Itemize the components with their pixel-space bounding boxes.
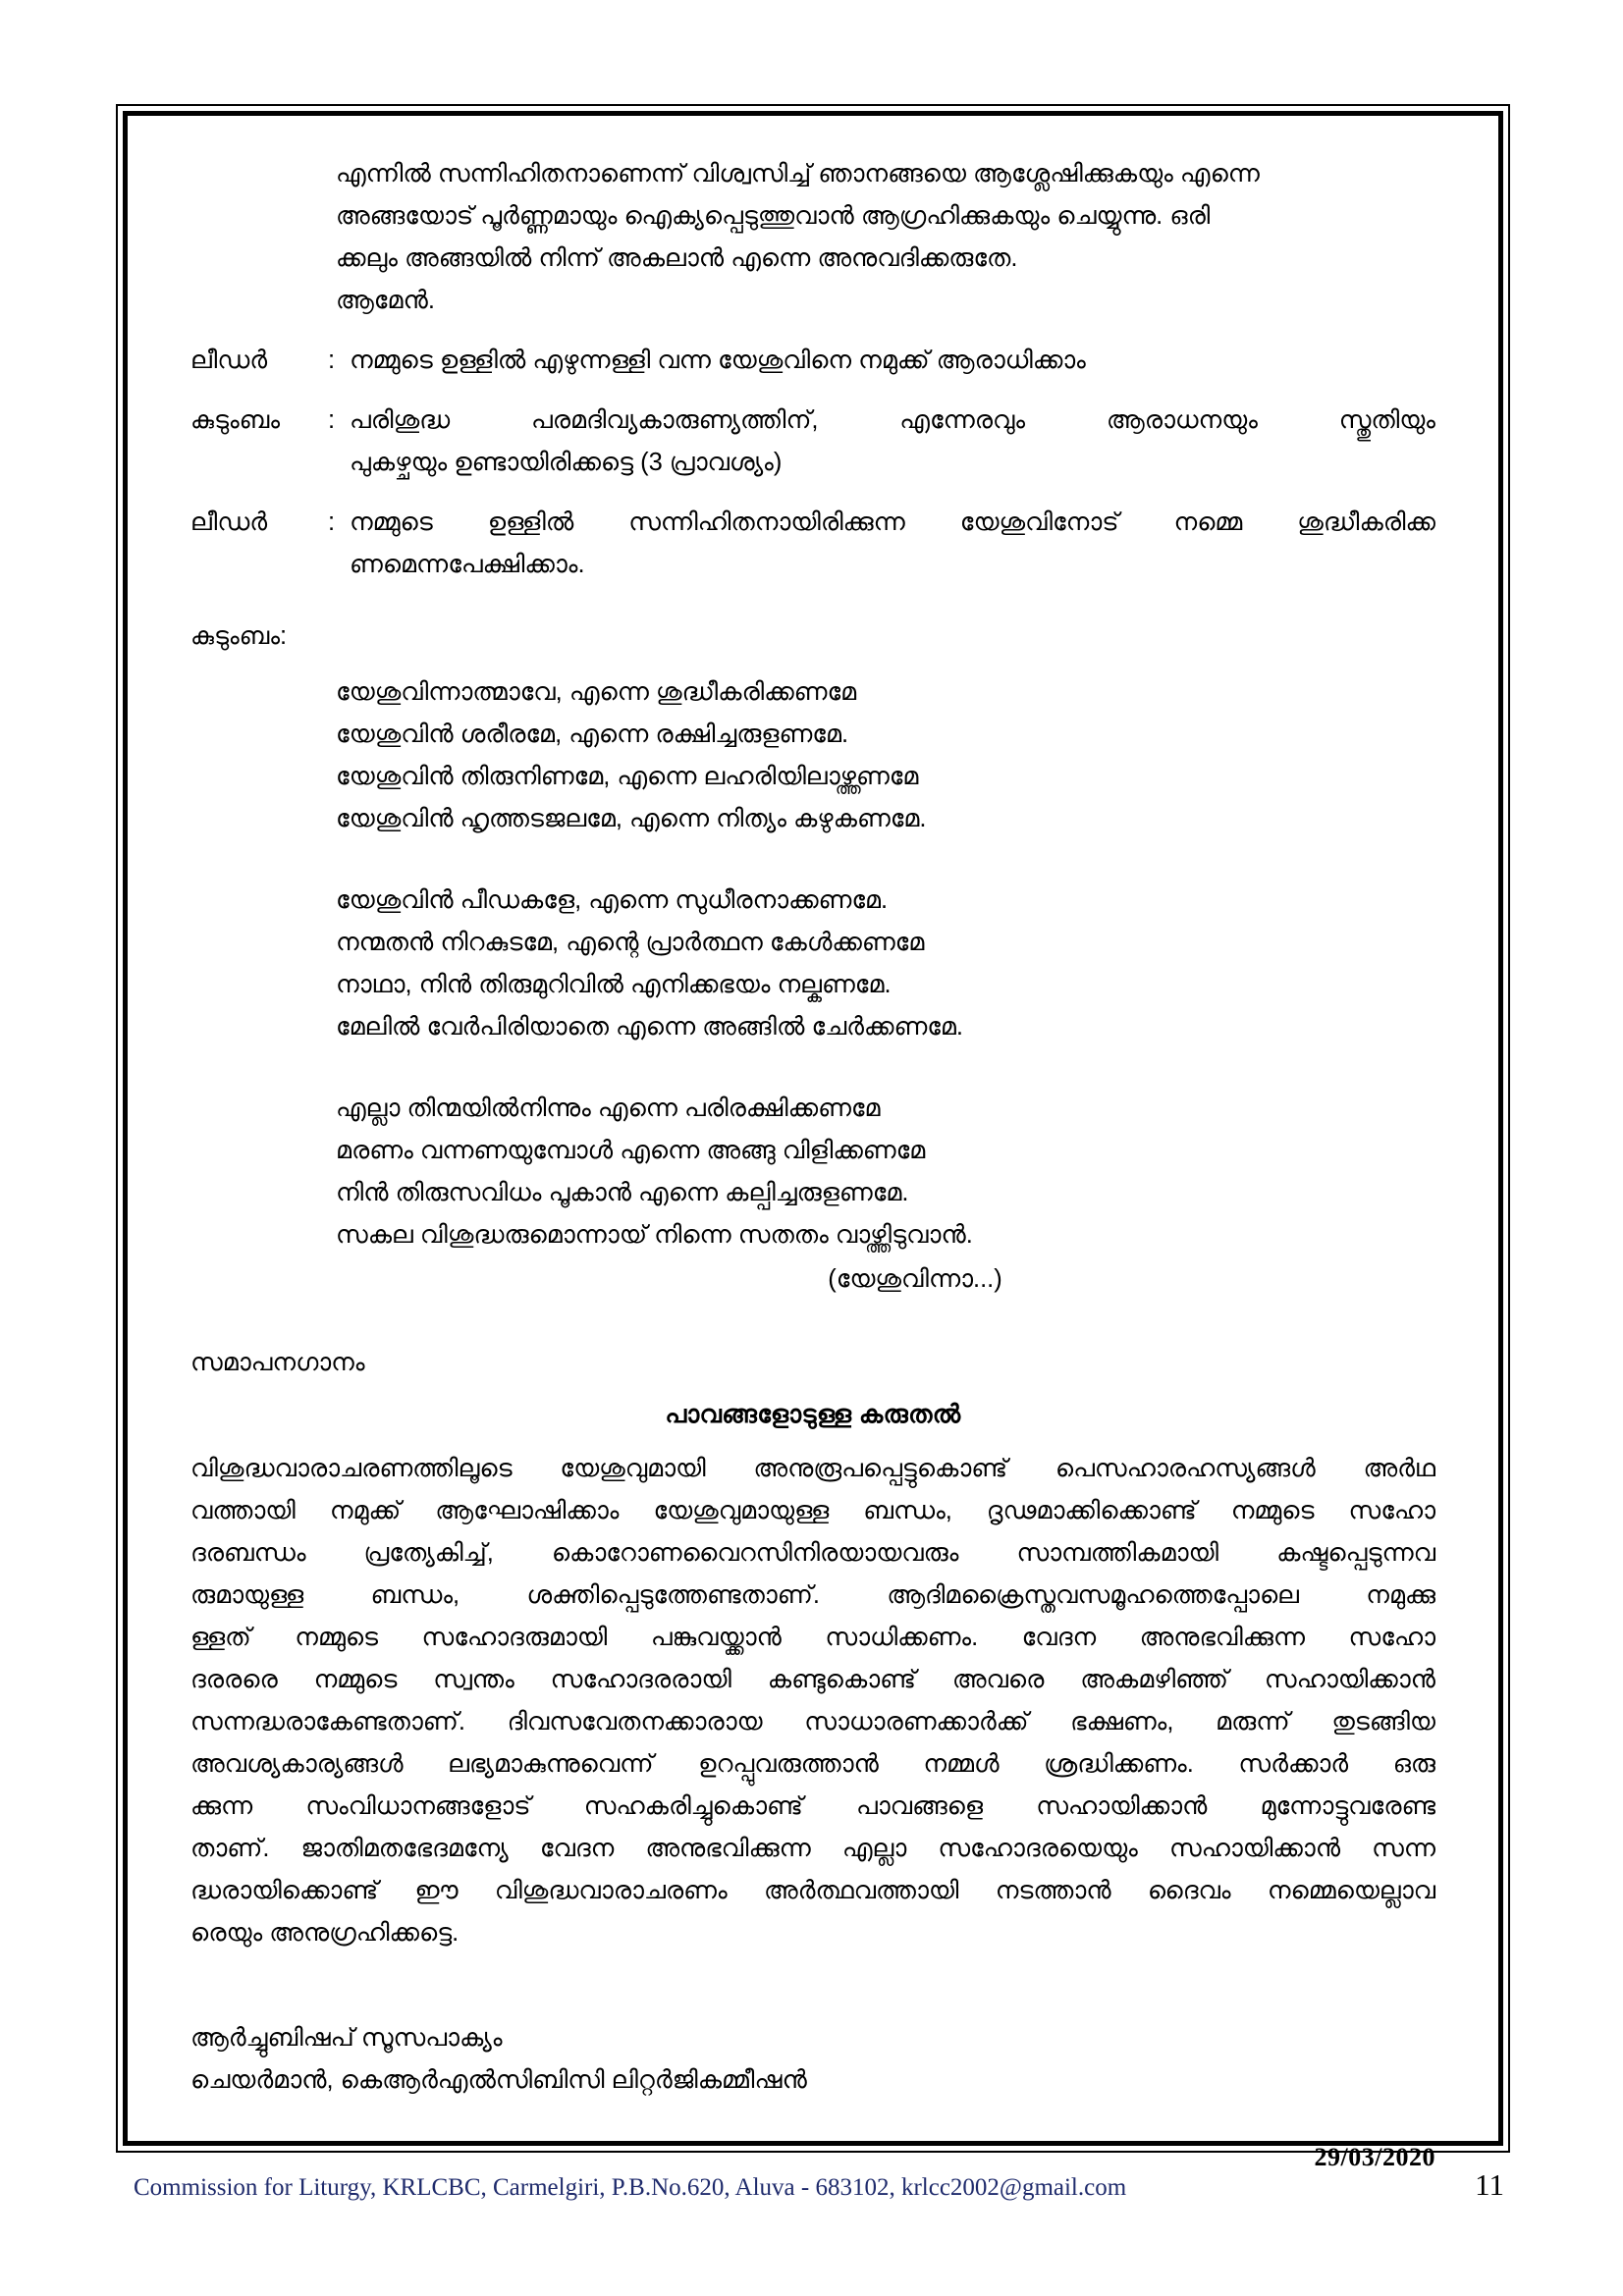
closing-section-label: സമാപനഗാനം — [190, 1349, 365, 1376]
article-line: താണ്. ജാതിമതഭേദമന്യേ വേദന അനുഭവിക്കുന്ന എല്ലാ സഹോദരയെയും സഹായിക്കാൻ സന്ന — [190, 1835, 1435, 1862]
dialogue-row-leader-2 — [190, 502, 1435, 586]
verse-line: യേശുവിൻ പീഡകളേ, എന്നെ സുധീരനാക്കണമേ. — [336, 886, 889, 914]
verse-line: യേശുവിൻ തിരുനിണമേ, എന്നെ ലഹരിയിലാഴ്ത്തണമേ — [336, 763, 919, 790]
speaker-colon: : — [328, 508, 336, 536]
verse-line: സകല വിശുദ്ധരുമൊന്നായ് നിന്നെ സതതം വാഴ്ത്തിടുവാൻ. — [336, 1221, 973, 1249]
verse-line: യേശുവിൻ ശരീരമേ, എന്നെ രക്ഷിച്ചരുളണമേ. — [336, 721, 849, 748]
verse-line: നാഥാ, നിൻ തിരുമുറിവിൽ എനിക്കഭയം നല്കണമേ. — [336, 971, 892, 998]
verse-line: നന്മതൻ നിറകുടമേ, എന്റെ പ്രാർത്ഥന കേൾക്കണമേ — [336, 929, 925, 956]
opening-prayer-line: അങ്ങയോട് പൂർണ്ണമായും ഐക്യപ്പെടുത്തുവാൻ ആഗ്രഹിക്കുകയും ചെയ്യുന്നു. ഒരി — [336, 202, 1211, 230]
verse-line: എല്ലാ തിന്മയിൽനിന്നും എന്നെ പരിരക്ഷിക്കണമേ — [336, 1095, 881, 1122]
dialogue-row-leader-1 — [190, 340, 1435, 382]
article-line: ള്ളത് നമ്മുടെ സഹോദരുമായി പങ്കുവയ്ക്കാൻ സാധിക്കണം. വേദന അനുഭവിക്കുന്ന സഹോ — [190, 1624, 1435, 1651]
footer-page-number: 11 — [1475, 2167, 1504, 2202]
speaker-label: ലീഡർ — [190, 508, 268, 536]
speaker-colon: : — [328, 347, 336, 374]
page-footer — [116, 2167, 1510, 2203]
speaker-label: കുടുംബം — [190, 406, 281, 434]
speaker-colon: : — [328, 406, 336, 434]
signature-block — [190, 2017, 1435, 2102]
article-line: രുമായുള്ള ബന്ധം, ശക്തിപ്പെടുത്തേണ്ടതാണ്. ആദിമക്രൈസ്തവസമൂഹത്തെപ്പോലെ നമുക്കു — [190, 1581, 1435, 1609]
opening-prayer-line: എന്നിൽ സന്നിഹിതനാണെന്ന് വിശ്വസിച്ച് ഞാനങ്ങയെ ആശ്ലേഷിക്കുകയും എന്നെ — [336, 160, 1260, 187]
family-section-label: കുടുംബം: — [190, 622, 288, 650]
article-line: ദരബന്ധം പ്രത്യേകിച്ച്, കൊറോണവൈറസിനിരയായവരും സാമ്പത്തികമായി കഷ്ടപ്പെടുന്നവ — [190, 1539, 1435, 1567]
verse-refrain: (യേശുവിന്നാ...) — [828, 1265, 1002, 1293]
article-line: വിശുദ്ധവാരാചരണത്തിലൂടെ യേശുവുമായി അനുരൂപപ്പെട്ടുകൊണ്ട് പെസഹാരഹസ്യങ്ങൾ അർഥ — [190, 1455, 1435, 1482]
opening-prayer-line: ക്കലും അങ്ങയിൽ നിന്ന് അകലാൻ എന്നെ അനുവദിക്കരുതേ. — [336, 244, 1018, 272]
verse-line: മരണം വന്നണയുമ്പോൾ എന്നെ അങ്ങു വിളിക്കണമേ — [336, 1137, 926, 1164]
article-line: അവശ്യകാര്യങ്ങൾ ലഭ്യമാകുന്നുവെന്ന് ഉറപ്പുവരുത്താൻ നമ്മൾ ശ്രദ്ധിക്കണം. സർക്കാർ ഒരു — [190, 1750, 1435, 1778]
signature-name: ആർച്ചുബിഷപ് സൂസപാക്യം — [190, 2024, 503, 2052]
dialogue-line: പരിശുദ്ധ പരമദിവ്യകാരുണ്യത്തിന്, എന്നേരവും ആരാധനയും സ്തുതിയും — [350, 406, 1435, 434]
opening-prayer-amen: ആമേൻ. — [336, 287, 435, 314]
article-line: വത്തായി നമുക്ക് ആഘോഷിക്കാം യേശുവുമായുള്ള ബന്ധം, ദൃഢമാക്കിക്കൊണ്ട് നമ്മുടെ സഹോ — [190, 1497, 1435, 1524]
article-line: രെയും അനുഗ്രഹിക്കട്ടെ. — [190, 1919, 460, 1947]
speaker-label: ലീഡർ — [190, 347, 268, 374]
dialogue-row-family-1 — [190, 400, 1435, 484]
article-title: പാവങ്ങളോടുള്ള കരുതൽ — [665, 1401, 961, 1428]
article-line: ദരരരെ നമ്മുടെ സ്വന്തം സഹോദരരായി കണ്ടുകൊണ്ട് അവരെ അകമഴിഞ്ഞ് സഹായിക്കാൻ — [190, 1666, 1435, 1693]
article-line: സന്നദ്ധരാകേണ്ടതാണ്. ദിവസവേതനക്കാരായ സാധാരണക്കാർക്ക് ഭക്ഷണം, മരുന്ന് തുടങ്ങിയ — [190, 1708, 1435, 1735]
page-content — [145, 133, 1481, 2171]
verse-block — [336, 671, 1435, 1301]
opening-prayer — [336, 153, 1435, 322]
verse-line: മേലിൽ വേർപിരിയാതെ എന്നെ അങ്ങിൽ ചേർക്കണമേ. — [336, 1013, 964, 1041]
article-line: ക്കുന്ന സംവിധാനങ്ങളോട് സഹകരിച്ചുകൊണ്ട് പാവങ്ങളെ സഹായിക്കാൻ മുന്നോട്ടുവരേണ്ട — [190, 1792, 1435, 1820]
verse-line: യേശുവിൻ ഹൃത്തടജലമേ, എന്നെ നിത്യം കഴുകണമേ. — [336, 805, 927, 832]
footer-contact-text: Commission for Liturgy, KRLCBC, Carmelgiri, P.B.No.620, Aluva - 683102, krlcc2002@gmail.com — [134, 2174, 1127, 2201]
verse-line: യേശുവിന്നാത്മാവേ, എന്നെ ശുദ്ധീകരിക്കണമേ — [336, 678, 857, 706]
article-body — [190, 1448, 1435, 1954]
document-date: 29/03/2020 — [1314, 2143, 1435, 2171]
dialogue-text — [350, 340, 1435, 382]
dialogue-line: നമ്മുടെ ഉള്ളിൽ സന്നിഹിതനായിരിക്കുന്ന യേശുവിനോട് നമ്മെ ശുദ്ധീകരിക്ക — [350, 508, 1435, 536]
dialogue-line: പുകഴ്ചയും ഉണ്ടായിരിക്കട്ടെ (3 പ്രാവശ്യം) — [350, 449, 783, 476]
dialogue-line: ണമെന്നപേക്ഷിക്കാം. — [350, 551, 585, 578]
stanza — [336, 880, 1435, 1048]
dialogue-text — [350, 502, 1435, 586]
stanza — [336, 671, 1435, 840]
signature-title: ചെയർമാൻ, കെആർഎൽസിബിസി ലിറ്റർജികമ്മീഷൻ — [190, 2066, 807, 2094]
dialogue-line: നമ്മുടെ ഉള്ളിൽ എഴുന്നള്ളി വന്ന യേശുവിനെ നമുക്ക് ആരാധിക്കാം — [350, 347, 1086, 374]
article-line: ദ്ധരായിക്കൊണ്ട് ഈ വിശുദ്ധവാരാചരണം അർത്ഥവത്തായി നടത്താൻ ദൈവം നമ്മെയെല്ലാവ — [190, 1877, 1435, 1904]
verse-line: നിൻ തിരുസവിധം പൂകാൻ എന്നെ കല്പിച്ചരുളണമേ. — [336, 1179, 909, 1206]
stanza — [336, 1088, 1435, 1301]
dialogue-text — [350, 400, 1435, 484]
